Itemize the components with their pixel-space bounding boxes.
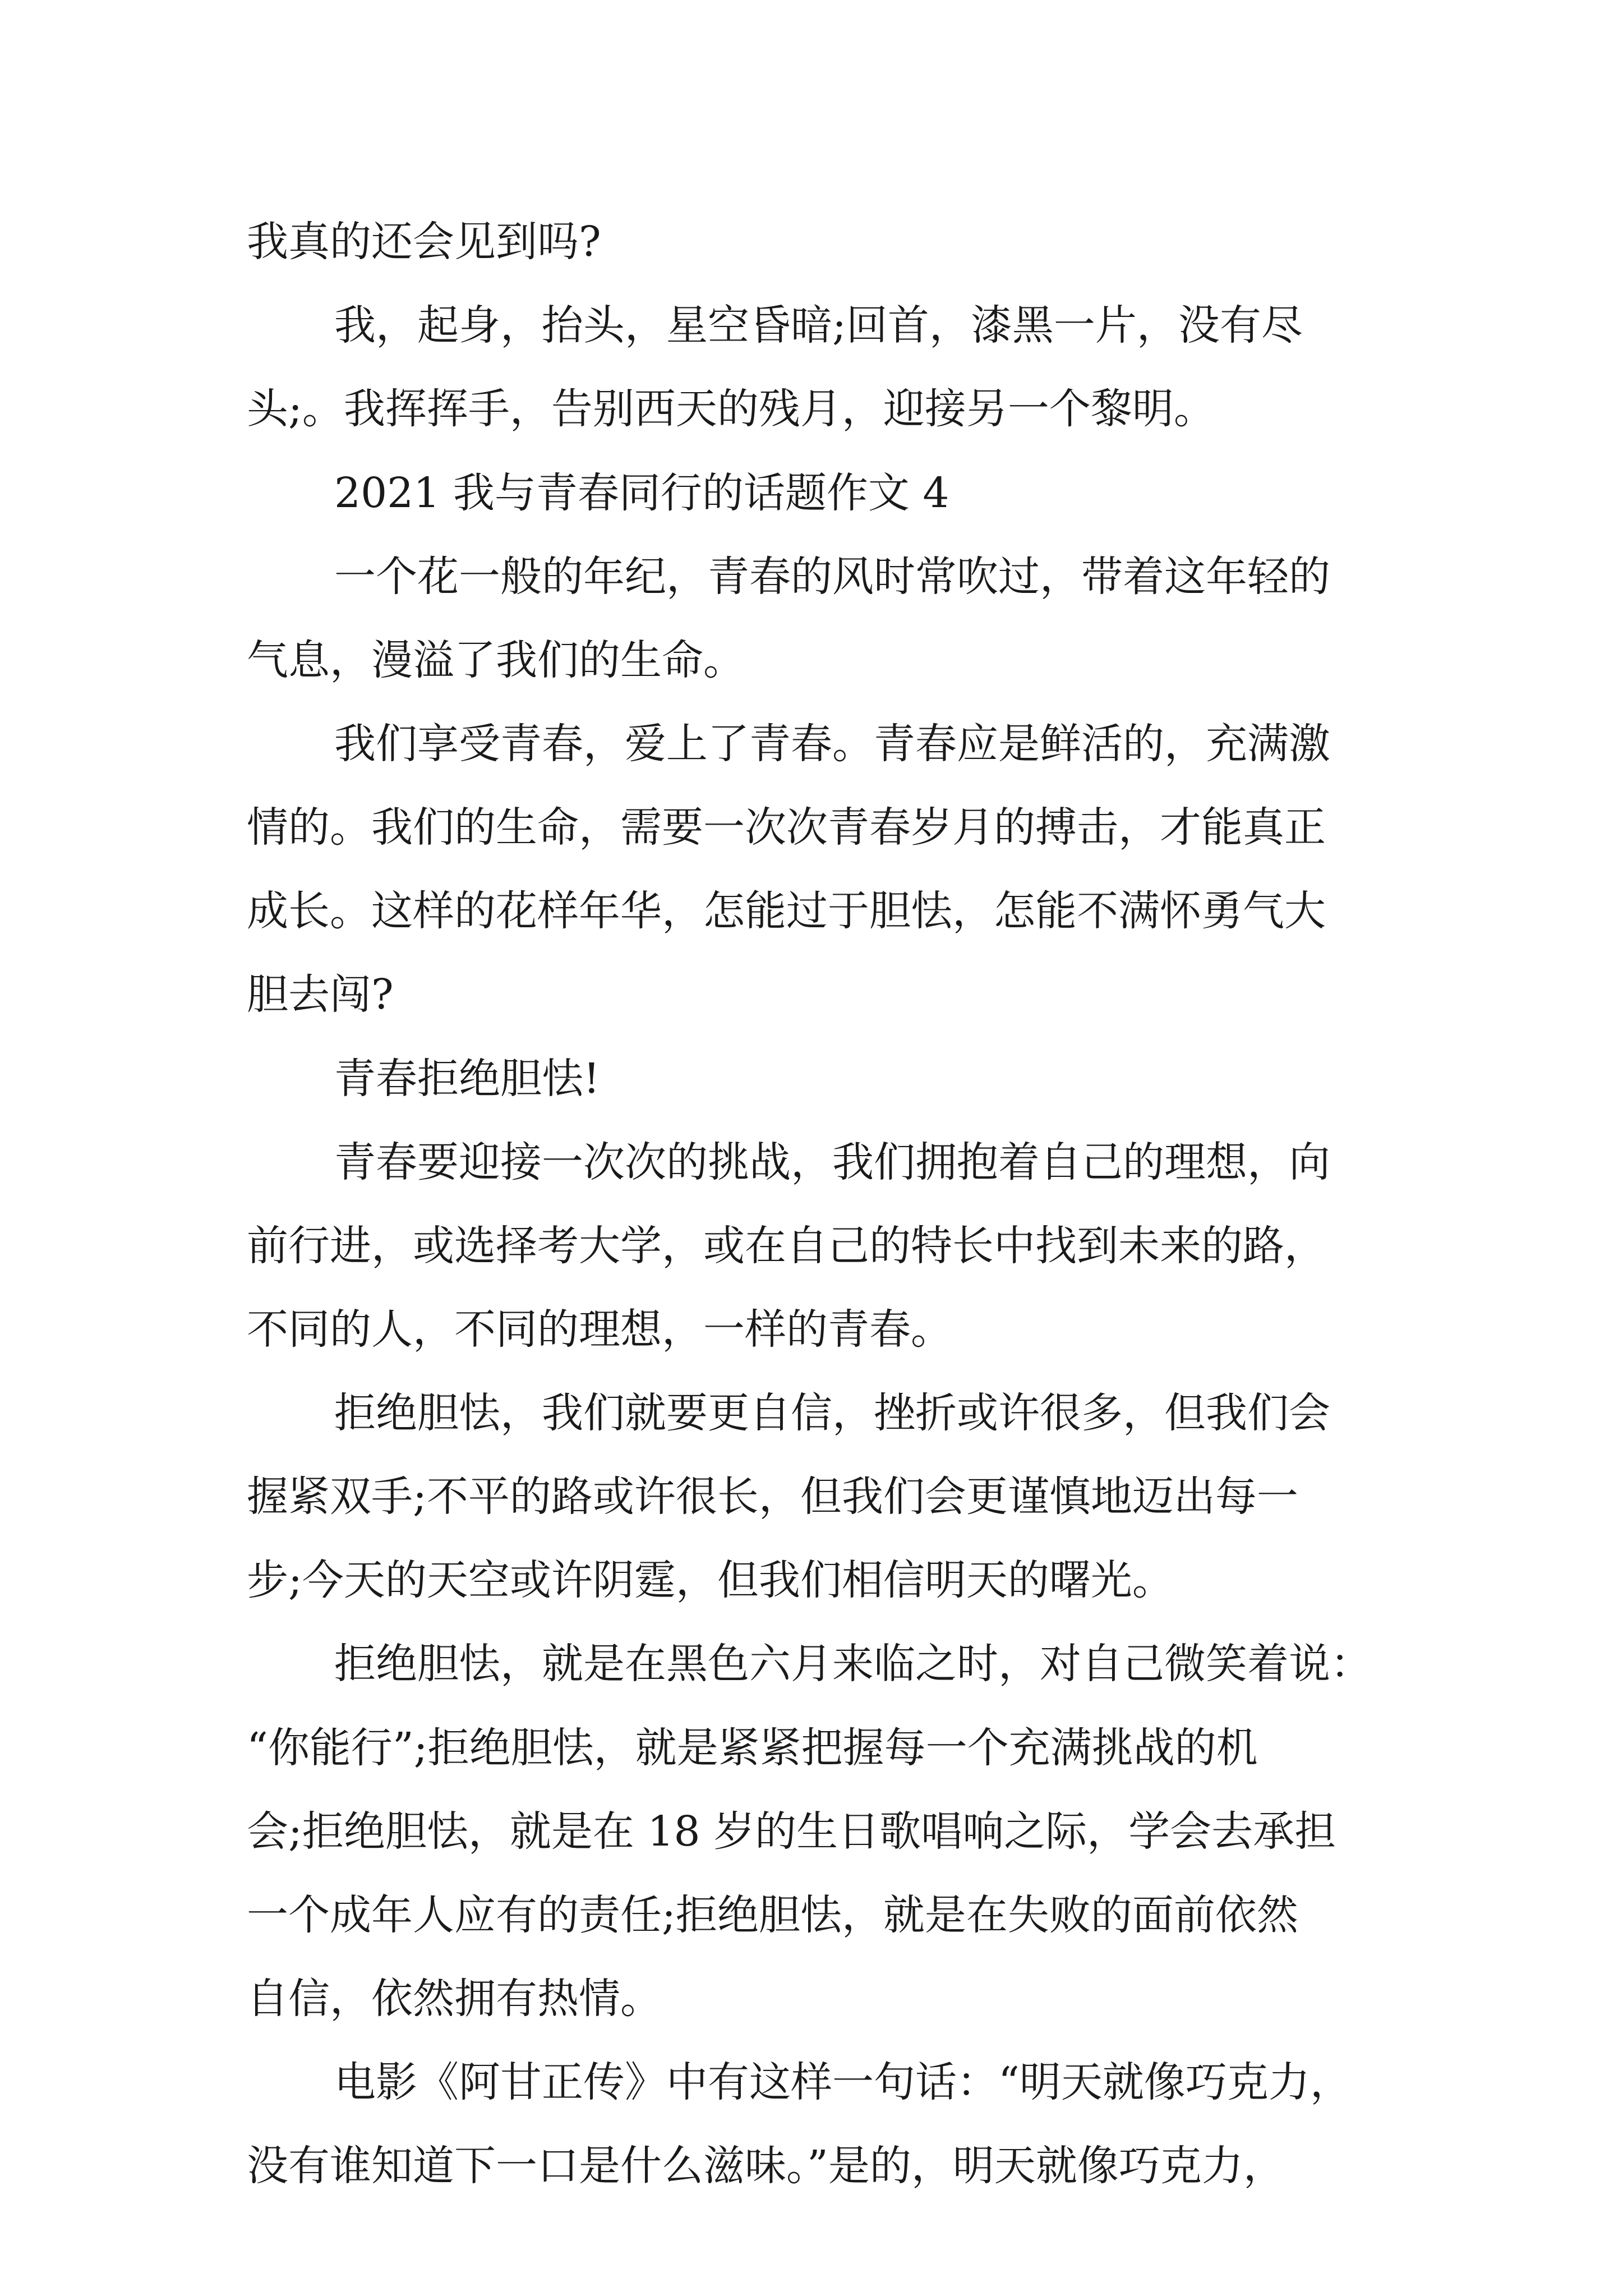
text-line: 电影《阿甘正传》中有这样一句话：“明天就像巧克力， (334, 2058, 1352, 2106)
text-line: 一个花一般的年纪，青春的风时常吹过，带着这年轻的 (334, 553, 1330, 601)
text-line: 头;。我挥挥手，告别西天的残月，迎接另一个黎明。 (247, 385, 1215, 433)
text-line: 前行进，或选择考大学，或在自己的特长中找到未来的路， (247, 1222, 1326, 1270)
text-line: 不同的人，不同的理想，一样的青春。 (247, 1305, 952, 1354)
section-heading: 2021 我与青春同行的话题作文 4 (334, 469, 949, 517)
text-line: 青春拒绝胆怯! (334, 1055, 600, 1103)
text-line: 握紧双手;不平的路或许很长，但我们会更谨慎地迈出每一 (247, 1473, 1298, 1521)
text-line: “你能行”;拒绝胆怯，就是紧紧把握每一个充满挑战的机 (247, 1724, 1258, 1772)
text-line: 气息，漫溢了我们的生命。 (247, 636, 745, 684)
text-line: 我们享受青春，爱上了青春。青春应是鲜活的，充满激 (334, 720, 1330, 768)
text-line: 青春要迎接一次次的挑战，我们拥抱着自己的理想，向 (334, 1138, 1330, 1186)
text-line: 步;今天的天空或许阴霆，但我们相信明天的曙光。 (247, 1556, 1174, 1604)
text-line: 拒绝胆怯，就是在黑色六月来临之时，对自己微笑着说： (334, 1640, 1372, 1688)
text-line: 没有谁知道下一口是什么滋味。”是的，明天就像巧克力， (247, 2142, 1285, 2190)
text-line: 自信，依然拥有热情。 (247, 1975, 662, 2023)
text-line: 成长。这样的花样年华，怎能过于胆怯，怎能不满怀勇气大 (247, 887, 1326, 935)
text-line: 拒绝胆怯，我们就要更自信，挫折或许很多，但我们会 (334, 1389, 1330, 1437)
text-line: 我真的还会见到吗? (247, 218, 601, 266)
text-line: 会;拒绝胆怯，就是在 18 岁的生日歌唱响之际，学会去承担 (247, 1807, 1336, 1856)
text-line: 我，起身，抬头，星空昏暗;回首，漆黑一片，没有尽 (334, 301, 1303, 349)
text-line: 情的。我们的生命，需要一次次青春岁月的搏击，才能真正 (247, 803, 1326, 852)
text-line: 胆去闯? (247, 970, 394, 1019)
text-line: 一个成年人应有的责任;拒绝胆怯，就是在失败的面前依然 (247, 1891, 1298, 1939)
